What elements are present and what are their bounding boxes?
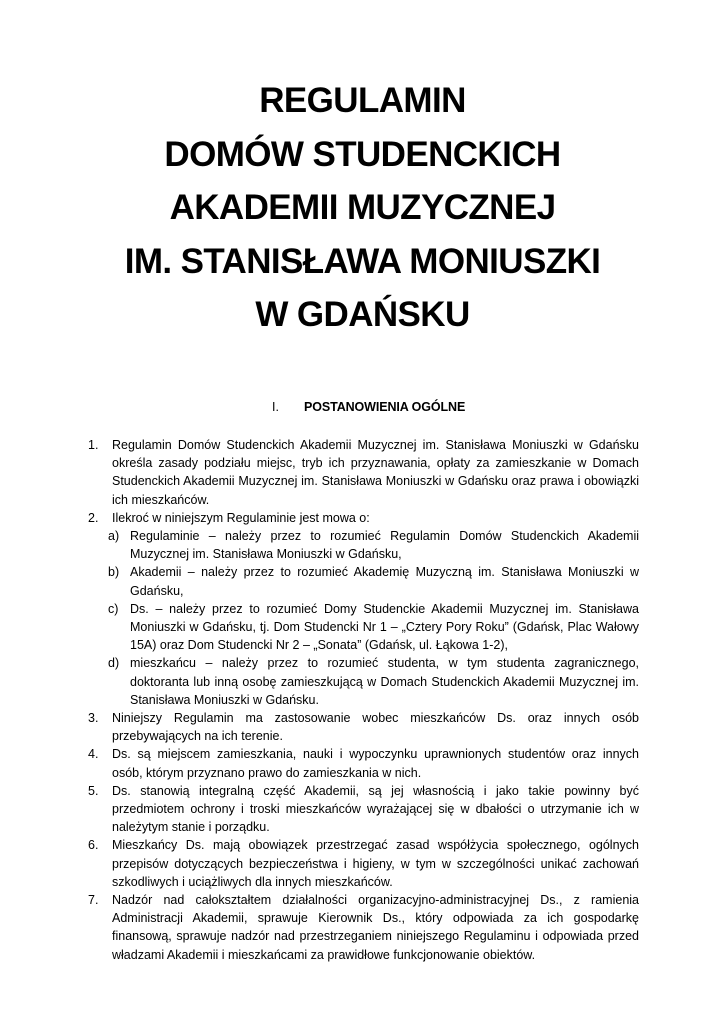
document-title <box>40 74 685 342</box>
item-text: Niniejszy Regulamin ma zastosowanie wobec mieszkańców Ds. oraz innych osób przebywających na ich terenie. <box>112 711 639 744</box>
sub-list-item <box>108 563 639 599</box>
title-line: REGULAMIN <box>259 81 466 120</box>
item-number: 2. <box>88 510 99 525</box>
item-number: 3. <box>88 711 99 726</box>
item-text: Ds. stanowią integralną część Akademii, są jej własnością i jako takie powinny być przedmiotem ochrony i troski mieszkańców wyrażającej się w dbałości o utrzymanie ich w należytym stanie i porządku. <box>112 783 639 835</box>
sub-item-text: Ds. – należy przez to rozumieć Domy Studenckie Akademii Muzycznej im. Stanisława Moniuszki w Gdańsku, tj. Dom Studencki Nr 1 – „Cztery Pory Roku” (Gdańsk, Plac Wałowy 15A) oraz Dom Studencki Nr 2 – „Sonata” (Gdańsk, ul. Łąkowa 1-2), <box>130 601 639 653</box>
item-number: 1. <box>88 438 99 452</box>
section-title: POSTANOWIENIA OGÓLNE <box>304 400 466 414</box>
item-text: Ilekroć w niniejszym Regulaminie jest mowa o: <box>112 510 370 525</box>
list-item <box>88 891 639 964</box>
title-line: DOMÓW STUDENCKICH <box>164 134 561 174</box>
sub-item-letter: a) <box>108 529 120 544</box>
item-text: Regulamin Domów Studenckich Akademii Muzycznej im. Stanisława Moniuszki w Gdańsku określa zasady podziału miejsc, tryb ich przyznawania, opłaty za zamieszkanie w Domach Studenckich Akademii Muzycznej im. Stanisława Moniuszki w Gdańsku oraz prawa i obowiązki ich mieszkańców. <box>112 438 639 507</box>
list-item <box>88 436 639 509</box>
section-heading <box>0 400 725 420</box>
sub-item-letter: b) <box>108 565 120 580</box>
list-item <box>88 745 639 781</box>
list-item <box>88 782 639 837</box>
section-number: I. <box>272 400 279 414</box>
sub-item-text: mieszkańcu – należy przez to rozumieć studenta, w tym studenta zagranicznego, doktoranta lub inną osobę zamieszkującą w Domach Studenckich Akademii Muzycznej im. Stanisława Moniuszki w Gdańsku. <box>130 656 639 707</box>
sub-item-letter: c) <box>108 601 119 616</box>
sub-item-letter: d) <box>108 656 120 671</box>
list-item <box>88 709 639 745</box>
item-text: Nadzór nad całokształtem działalności organizacyjno-administracyjnej Ds., z ramienia Administracji Akademii, sprawuje Kierownik Ds., który odpowiada za ich gospodarkę finansową, sprawuje nadzór nad przestrzeganiem niniejszego Regulaminu i odpowiada przed władzami Akademii i mieszkańcami za prawidłowe funkcjonowanie obiektów. <box>112 893 639 962</box>
list-item <box>88 509 639 527</box>
item-number: 4. <box>88 747 99 762</box>
title-line: IM. STANISŁAWA MONIUSZKI <box>124 241 601 281</box>
item-number: 6. <box>88 838 99 853</box>
title-line: W GDAŃSKU <box>255 295 470 335</box>
sub-item-text: Akademii – należy przez to rozumieć Akademię Muzyczną im. Stanisława Moniuszki w Gdańsku, <box>130 565 639 598</box>
sub-list-item <box>108 527 639 563</box>
sub-list-item <box>108 654 639 709</box>
item-number: 5. <box>88 783 99 798</box>
title-line: AKADEMII MUZYCZNEJ <box>169 188 556 228</box>
item-text: Mieszkańcy Ds. mają obowiązek przestrzegać zasad współżycia społecznego, ogólnych przepisów dotyczących bezpieczeństwa i higieny, w tym w szczególności unikać zachowań szkodliwych i uciążliwych dla innych mieszkańców. <box>112 838 639 889</box>
sub-item-text: Regulaminie – należy przez to rozumieć Regulamin Domów Studenckich Akademii Muzycznej im. Stanisława Moniuszki w Gdańsku, <box>130 529 639 562</box>
item-text: Ds. są miejscem zamieszkania, nauki i wypoczynku uprawnionych studentów oraz innych osób, którym przyznano prawo do zamieszkania w nich. <box>112 747 639 780</box>
item-number: 7. <box>88 893 99 908</box>
list-item <box>88 836 639 891</box>
sub-list-item <box>108 600 639 655</box>
document-body <box>0 436 725 964</box>
